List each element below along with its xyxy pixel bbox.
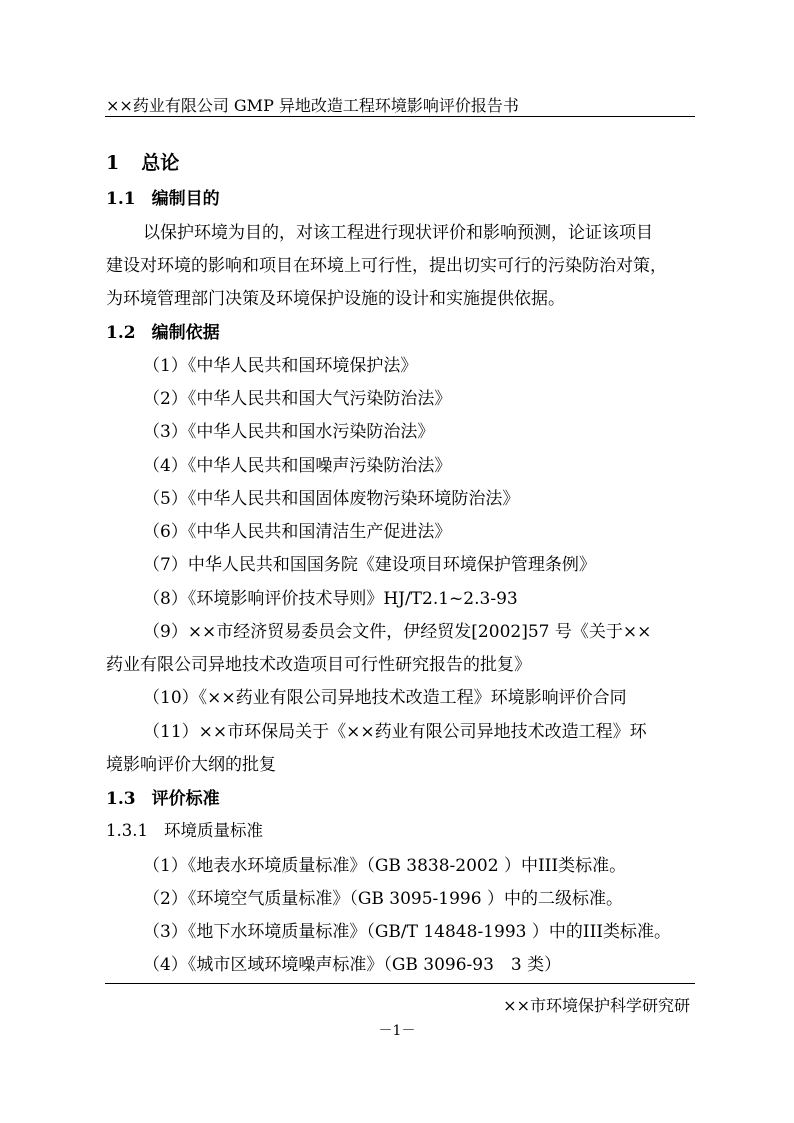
- list-item: （11）××市环保局关于《××药业有限公司异地技术改造工程》环: [143, 722, 647, 742]
- footer-divider: [105, 983, 695, 984]
- header-divider: [105, 116, 695, 117]
- section-title: 编制依据: [151, 323, 220, 343]
- section-number: 1.1: [106, 189, 136, 209]
- list-item: （2）《中华人民共和国大气污染防治法》: [143, 389, 452, 409]
- footer-organization: ××市环境保护科学研究研: [503, 996, 690, 1015]
- list-item: （3）《地下水环境质量标准》（GB/T 14848-1993 ）中的III类标准。: [143, 922, 671, 942]
- list-item: （3）《中华人民共和国水污染防治法》: [143, 422, 435, 442]
- paragraph-line: 以保护环境为目的，对该工程进行现状评价和影响预测，论证该项目: [143, 223, 653, 243]
- section-title: 环境质量标准: [163, 821, 263, 840]
- list-item: （1）《地表水环境质量标准》（GB 3838-2002 ）中III类标准。: [143, 856, 627, 876]
- paragraph-line: 建设对环境的影响和项目在环境上可行性，提出切实可行的污染防治对策，: [106, 256, 667, 276]
- list-item: （5）《中华人民共和国固体废物污染环境防治法》: [143, 489, 520, 509]
- section-title: 总论: [141, 152, 180, 174]
- page-number: －1－: [378, 1023, 416, 1039]
- section-title: 评价标准: [151, 789, 220, 809]
- document-header: ××药业有限公司 GMP 异地改造工程环境影响评价报告书: [106, 96, 519, 115]
- list-item: （4）《城市区域环境噪声标准》（GB 3096-93 3 类）: [143, 955, 562, 975]
- list-item-continuation: 药业有限公司异地技术改造项目可行性研究报告的批复》: [106, 655, 531, 675]
- list-item: （2）《环境空气质量标准》（GB 3095-1996 ）中的二级标准。: [143, 889, 623, 909]
- section-number: 1.3.1: [106, 821, 148, 840]
- list-item: （7）中华人民共和国国务院《建设项目环境保护管理条例》: [143, 555, 596, 575]
- section-title: 编制目的: [151, 189, 220, 209]
- section-1-heading: [106, 148, 179, 175]
- paragraph-line: 为环境管理部门决策及环境保护设施的设计和实施提供依据。: [106, 289, 565, 309]
- section-1-2-heading: [106, 318, 220, 343]
- list-item: （9）××市经济贸易委员会文件，伊经贸发[2002]57 号《关于××: [143, 622, 652, 642]
- section-number: 1.2: [106, 323, 136, 343]
- list-item-continuation: 境影响评价大纲的批复: [106, 755, 276, 775]
- subsection-1-3-1-heading: [106, 817, 263, 841]
- list-item: （10）《××药业有限公司异地技术改造工程》环境影响评价合同: [143, 688, 627, 708]
- list-item: （6）《中华人民共和国清洁生产促进法》: [143, 522, 452, 542]
- section-number: 1.3: [106, 789, 136, 809]
- list-item: （4）《中华人民共和国噪声污染防治法》: [143, 456, 452, 476]
- list-item: （1）《中华人民共和国环境保护法》: [143, 356, 418, 376]
- section-1-1-heading: [106, 184, 220, 209]
- section-1-3-heading: [106, 784, 220, 809]
- section-number: 1: [106, 152, 120, 174]
- list-item: （8）《环境影响评价技术导则》HJ/T2.1~2.3-93: [143, 589, 518, 609]
